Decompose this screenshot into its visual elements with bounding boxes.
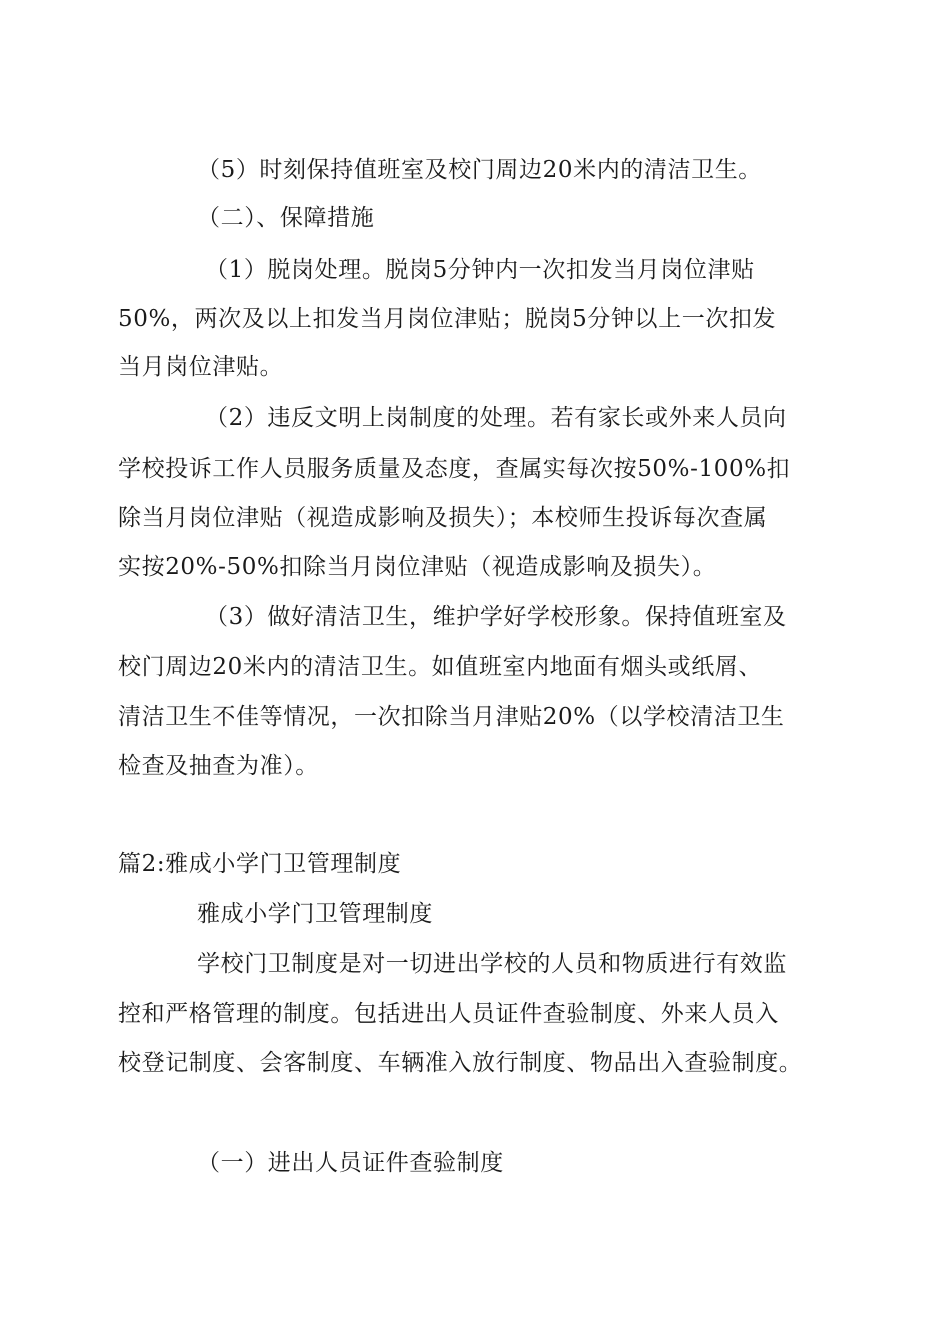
paragraph-line: （3）做好清洁卫生，维护学好学校形象。保持值班室及 [205,604,787,630]
section-heading-safeguards: （二）、保障措施 [197,205,375,231]
paragraph-line: 校登记制度、会客制度、车辆准入放行制度、物品出入查验制度。 [118,1050,803,1076]
paragraph-line: （1）脱岗处理。脱岗5分钟内一次扣发当月岗位津贴 [205,257,755,283]
section-heading-id-check: （一）进出人员证件查验制度 [197,1150,504,1176]
chapter-label: 篇2:雅成小学门卫管理制度 [118,851,402,877]
paragraph-line: 学校门卫制度是对一切进出学校的人员和物质进行有效监 [197,951,787,977]
paragraph-line: 控和严格管理的制度。包括进出人员证件查验制度、外来人员入 [118,1001,779,1027]
paragraph-line: 除当月岗位津贴（视造成影响及损失）；本校师生投诉每次查属 [118,505,768,531]
paragraph-line: 检查及抽查为准）。 [118,753,319,779]
paragraph-line: 学校投诉工作人员服务质量及态度，查属实每次按50%-100%扣 [118,456,791,482]
paragraph-line: 当月岗位津贴。 [118,354,284,380]
paragraph-line: 50%，两次及以上扣发当月岗位津贴；脱岗5分钟以上一次扣发 [118,306,777,332]
paragraph-line: （2）违反文明上岗制度的处理。若有家长或外来人员向 [205,405,787,431]
item-5-paragraph: （5）时刻保持值班室及校门周边20米内的清洁卫生。 [197,157,762,183]
document-title: 雅成小学门卫管理制度 [197,901,433,927]
paragraph-line: 校门周边20米内的清洁卫生。如值班室内地面有烟头或纸屑、 [118,654,763,680]
paragraph-line: 清洁卫生不佳等情况，一次扣除当月津贴20%（以学校清洁卫生 [118,704,785,730]
paragraph-line: 实按20%-50%扣除当月岗位津贴（视造成影响及损失）。 [118,554,717,580]
